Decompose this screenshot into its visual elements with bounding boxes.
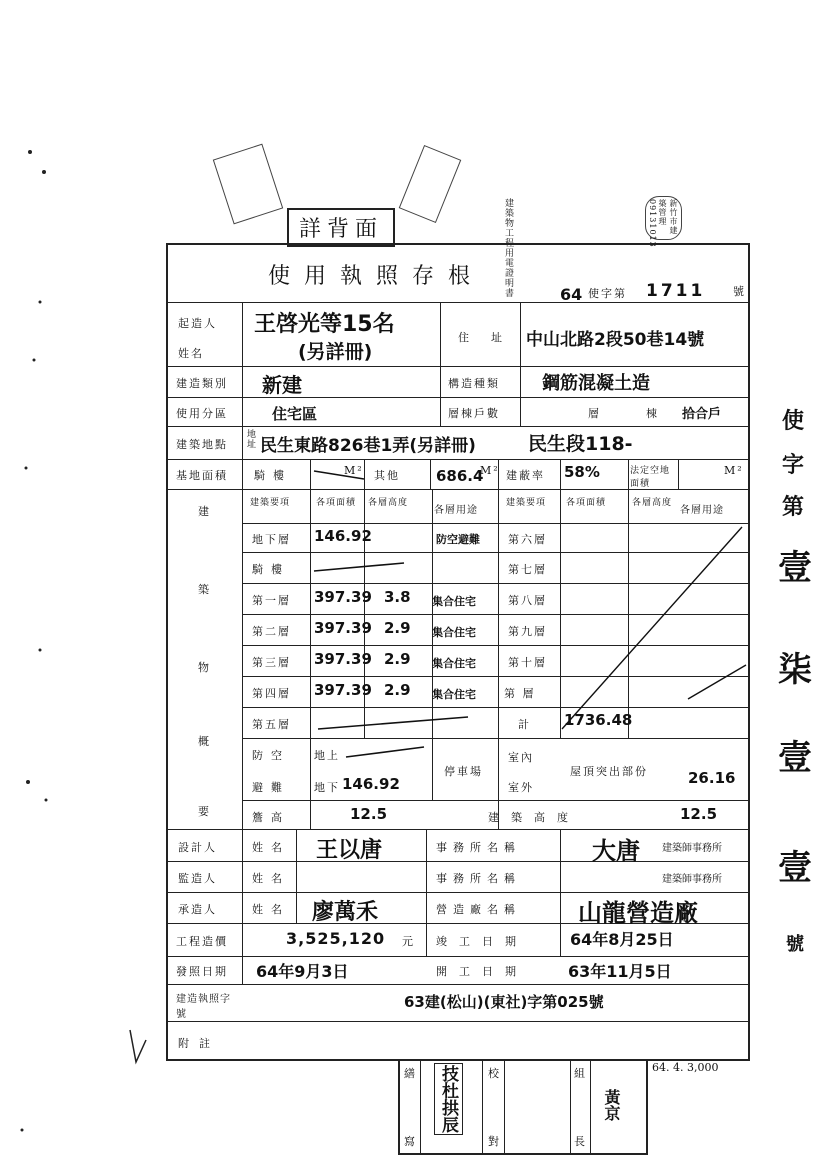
- right-floor-4-name: 第十層: [508, 656, 547, 669]
- footer-col3-top: 組: [574, 1067, 587, 1080]
- floors-units-label: 層棟戶數: [448, 407, 500, 420]
- header-left-2: 各項面積: [316, 498, 357, 508]
- zone-label: 使用分區: [176, 407, 228, 420]
- left-floor-6-name: 第五層: [252, 718, 291, 731]
- left-floor-4-height: 2.9: [384, 650, 411, 668]
- right-margin-char-2: 第: [782, 494, 805, 520]
- footer-col1-stamp: 技杜拱辰: [434, 1063, 463, 1135]
- right-floor-5-name: 第 層: [504, 687, 536, 700]
- zone-value: 住宅區: [272, 405, 318, 423]
- air-raid-below-value: 146.92: [342, 775, 400, 793]
- supervisor-office-suffix: 建築師事務所: [662, 874, 722, 885]
- left-floor-1-name: 騎樓: [252, 563, 290, 576]
- builder-value-2: (另詳冊): [298, 341, 373, 363]
- footer-col3-bottom: 長: [574, 1135, 587, 1148]
- header-right-2: 各項面積: [566, 498, 607, 508]
- cost-value: 3,525,120: [286, 929, 386, 948]
- issue-value: 64年9月3日: [256, 962, 349, 981]
- left-floor-5-area: 397.39: [314, 681, 372, 699]
- footer-col2-bottom: 對: [488, 1135, 501, 1148]
- left-floor-3-use: 集合住宅: [432, 626, 476, 639]
- site-value: 民生東路826巷1弄(另詳冊): [260, 436, 476, 456]
- contractor-label: 承造人: [178, 903, 217, 916]
- eaves-value: 12.5: [350, 805, 388, 823]
- signature-block: [398, 1061, 648, 1155]
- left-floor-5-use: 集合住宅: [432, 688, 476, 701]
- designer-name-label: 姓名: [252, 841, 290, 854]
- builder-label-2: 姓名: [178, 347, 204, 360]
- right-margin-char-3: 壹: [778, 548, 812, 588]
- footer-col1-bottom: 寫: [404, 1135, 417, 1148]
- building-side-5: 要: [198, 805, 211, 818]
- start-value: 63年11月5日: [568, 962, 672, 981]
- left-floor-5-name: 第四層: [252, 687, 291, 700]
- completion-label: 竣工日期: [436, 935, 528, 948]
- supervisor-office-label: 事務所名稱: [436, 872, 521, 885]
- left-floor-3-name: 第二層: [252, 625, 291, 638]
- structure-value: 鋼筋混凝土造: [542, 373, 650, 394]
- other-value: 686.4: [436, 467, 484, 485]
- category-value: 新建: [262, 373, 302, 397]
- completion-value: 64年8月25日: [570, 930, 674, 949]
- print-note: 64. 4. 3,000: [652, 1061, 719, 1074]
- cost-unit: 元: [402, 935, 415, 948]
- building-side-1: 建: [198, 505, 211, 518]
- right-floor-1-name: 第七層: [508, 563, 547, 576]
- diagonal-stamp-left: [213, 144, 283, 225]
- air-raid-label-1: 防空: [252, 749, 290, 762]
- designer-office-label: 事務所名稱: [436, 841, 521, 854]
- side-note-left: 建築物工程用電證明書: [503, 198, 513, 298]
- start-label: 開工日期: [436, 965, 528, 978]
- detail-back-stamp: 詳背面: [287, 208, 395, 247]
- license-number: 1711: [646, 281, 706, 301]
- eaves-label: 簷高: [252, 811, 290, 824]
- left-floor-2-name: 第一層: [252, 594, 291, 607]
- contractor-firm-label: 營造廠名稱: [436, 903, 521, 916]
- roof-value: 26.16: [688, 769, 736, 787]
- category-label: 建造類別: [176, 377, 228, 390]
- left-floor-0-area: 146.92: [314, 527, 372, 545]
- address-label: 住址: [458, 331, 524, 344]
- floors-label: 層: [588, 407, 601, 420]
- supervisor-name-label: 姓名: [252, 872, 290, 885]
- designer-name: 王以唐: [316, 838, 383, 863]
- form-title: 使用執照存根: [268, 264, 485, 289]
- left-floor-2-height: 3.8: [384, 588, 411, 606]
- other-unit: M²: [480, 464, 500, 477]
- coverage-label: 建蔽率: [506, 469, 545, 482]
- left-floor-4-name: 第三層: [252, 656, 291, 669]
- header-right-4: 各層用途: [680, 505, 724, 516]
- header-right-1: 建築要項: [506, 498, 547, 508]
- right-margin-char-1: 字: [782, 452, 805, 478]
- roof-label: 屋頂突出部份: [570, 765, 648, 778]
- license-year: 64: [560, 285, 583, 304]
- diagonal-stamp-right: [399, 145, 462, 223]
- header-right-3: 各層高度: [632, 498, 673, 508]
- total-label: 計: [518, 718, 531, 731]
- air-raid-label-2: 避難: [252, 781, 290, 794]
- right-margin-char-6: 壹: [778, 848, 812, 888]
- legal-open-space-label: 法定空地面積: [630, 466, 671, 489]
- building-height-value: 12.5: [680, 805, 718, 823]
- units-value: 拾合戶: [682, 407, 722, 422]
- legal-open-space-unit: M²: [724, 464, 744, 477]
- right-floor-0-name: 第六層: [508, 533, 547, 546]
- left-floor-5-height: 2.9: [384, 681, 411, 699]
- parking-label: 停車場: [444, 765, 483, 778]
- building-height-label: 建築高度: [488, 811, 580, 824]
- license-suffix: 號: [733, 285, 746, 298]
- issue-label: 發照日期: [176, 965, 228, 978]
- left-floor-2-area: 397.39: [314, 588, 372, 606]
- contractor-name: 廖萬禾: [312, 900, 379, 925]
- footer-col2-top: 校: [488, 1067, 501, 1080]
- scan-speckles: [0, 0, 160, 1168]
- air-raid-below: 地下: [314, 781, 340, 794]
- parking-indoor: 室內: [508, 751, 534, 764]
- designer-office: 大唐: [592, 837, 640, 865]
- side-note-right: 新竹市建築管理 09131013: [645, 196, 682, 240]
- right-margin-char-0: 使: [782, 408, 805, 434]
- right-margin-char-4: 柒: [778, 650, 812, 690]
- left-floor-4-use: 集合住宅: [432, 657, 476, 670]
- left-floor-3-area: 397.39: [314, 619, 372, 637]
- designer-office-suffix: 建築師事務所: [662, 843, 722, 854]
- contractor-firm: 山龍營造廠: [578, 899, 698, 927]
- address-value: 中山北路2段50巷14號: [526, 330, 705, 350]
- buildings-label: 棟: [646, 407, 659, 420]
- header-left-1: 建築要項: [250, 498, 291, 508]
- coverage-value: 58%: [564, 463, 600, 481]
- site-area-label: 基地面積: [176, 469, 228, 482]
- site-label: 建築地點: [176, 438, 228, 451]
- builder-label-1: 起造人: [178, 317, 217, 330]
- right-floor-2-name: 第八層: [508, 594, 547, 607]
- building-side-3: 物: [198, 661, 211, 674]
- footer-col3-stamp: 黃京: [602, 1089, 621, 1121]
- left-floor-4-area: 397.39: [314, 650, 372, 668]
- remarks-label: 附註: [178, 1037, 220, 1050]
- license-char: 使字第: [588, 287, 627, 300]
- right-floor-3-name: 第九層: [508, 625, 547, 638]
- right-margin-char-5: 壹: [778, 738, 812, 778]
- other-label: 其他: [374, 469, 400, 482]
- header-left-4: 各層用途: [434, 505, 478, 516]
- designer-label: 設計人: [178, 841, 217, 854]
- cost-label: 工程造價: [176, 935, 228, 948]
- site-value-2: 民生段118-: [528, 433, 633, 455]
- arcade-label: 騎樓: [254, 469, 292, 482]
- usage-license-stub-form: [166, 243, 750, 1061]
- left-floor-0-name: 地下層: [252, 533, 291, 546]
- builder-value-1: 王啓光等15名: [254, 312, 395, 337]
- footer-col1-top: 繕: [404, 1067, 417, 1080]
- left-floor-2-use: 集合住宅: [432, 595, 476, 608]
- parking-outdoor: 室外: [508, 781, 534, 794]
- left-floor-3-height: 2.9: [384, 619, 411, 637]
- header-left-3: 各層高度: [368, 498, 409, 508]
- contractor-name-label: 姓名: [252, 903, 290, 916]
- right-margin-char-7: 號: [786, 934, 804, 955]
- strike-lines: [168, 245, 748, 1059]
- supervisor-label: 監造人: [178, 872, 217, 885]
- permit-value: 63建(松山)(東社)字第025號: [404, 993, 604, 1011]
- building-side-2: 築: [198, 583, 211, 596]
- left-floor-0-use: 防空避難: [436, 533, 480, 546]
- air-raid-above: 地上: [314, 749, 340, 762]
- site-prefix: 地址: [245, 429, 255, 449]
- building-side-4: 概: [198, 735, 211, 748]
- total-value: 1736.48: [564, 711, 633, 729]
- arcade-unit: M²: [344, 464, 364, 477]
- permit-label: 建造執照字號: [176, 994, 231, 1020]
- structure-label: 構造種類: [448, 377, 500, 390]
